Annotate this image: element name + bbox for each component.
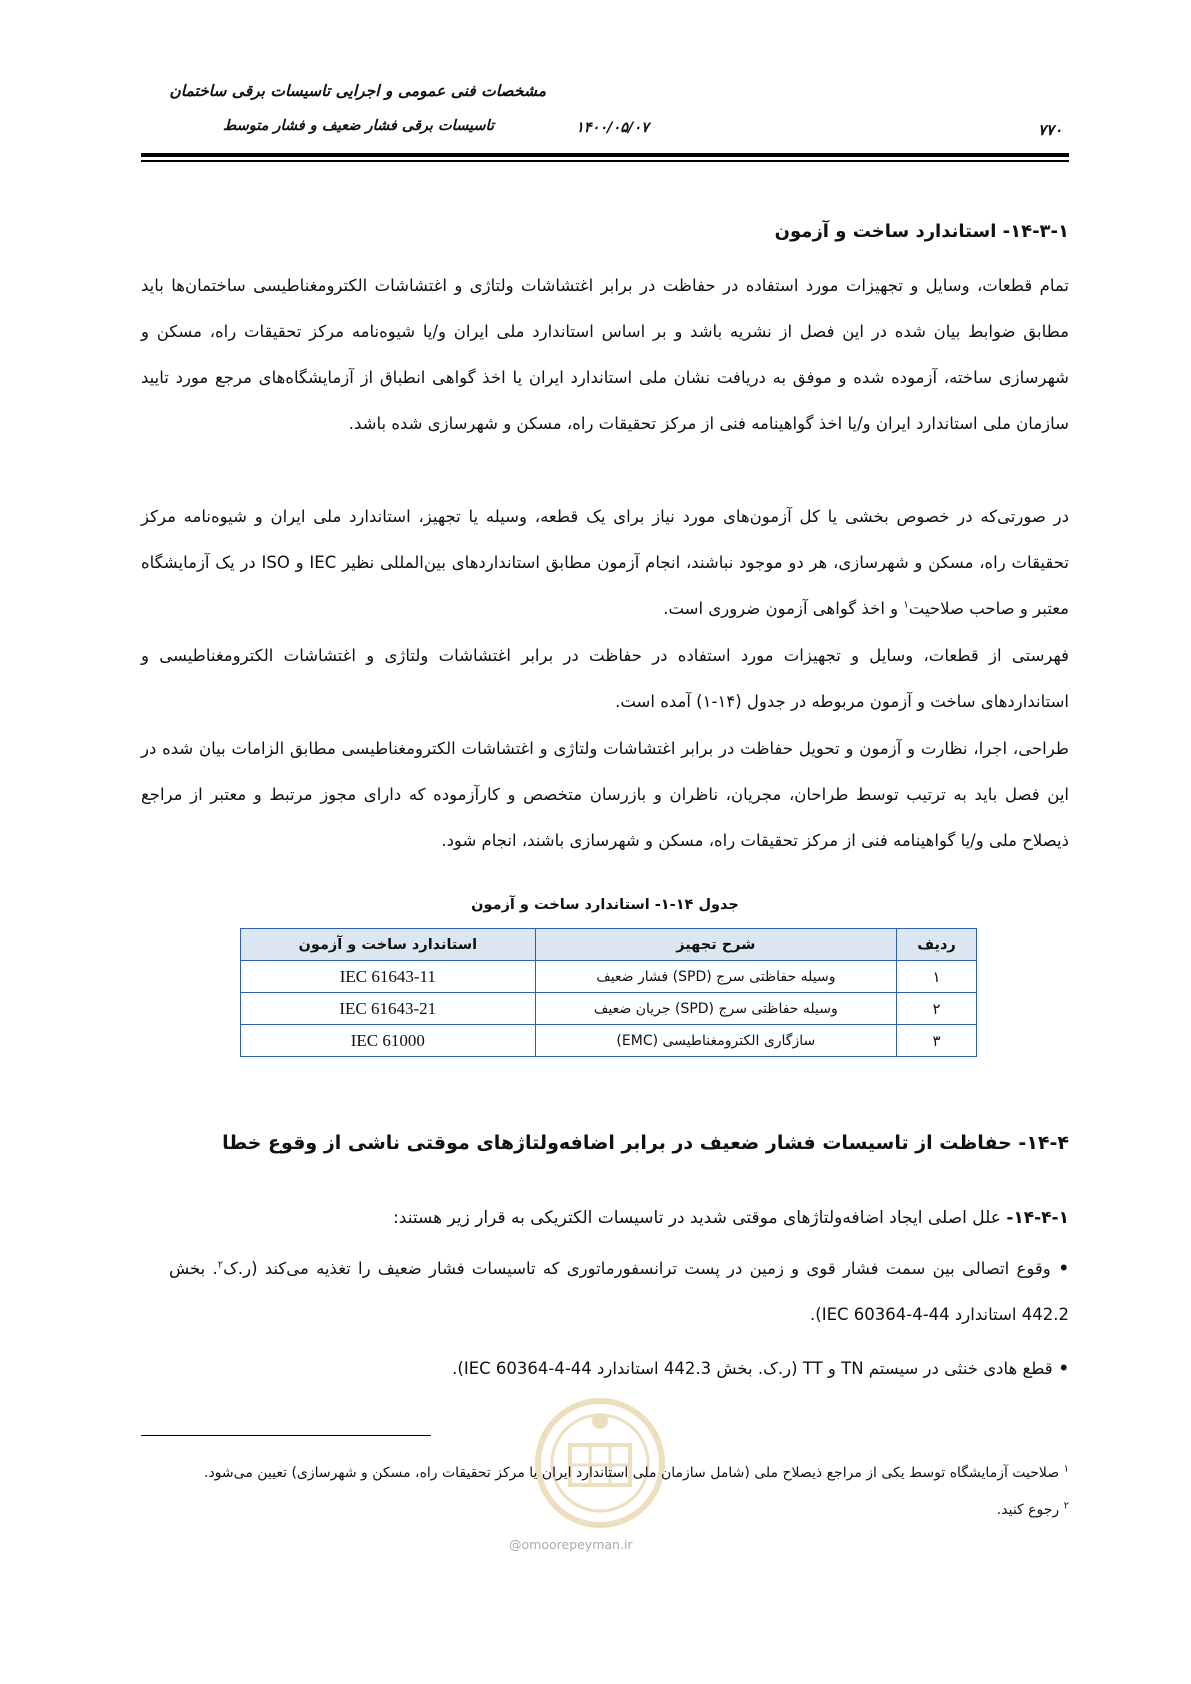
table-caption: جدول ۱۴-۱- استاندارد ساخت و آزمون: [471, 897, 739, 913]
watermark-text: @omoorepeyman.ir: [509, 1537, 633, 1552]
header-chapter-title: تاسیسات برقی فشار ضعیف و فشار متوسط: [222, 118, 494, 134]
bullet-dot-icon: •: [1050, 1259, 1069, 1278]
footnote-mark-1: ۱: [1063, 1463, 1069, 1475]
section-heading-14-4: ۱۴-۴- حفاظت از تاسیسات فشار ضعیف در برابر اضافه‌ولتاژهای موقتی ناشی از وقوع خطا: [222, 1132, 1069, 1154]
paragraph-text: در صورتی‌که در خصوص بخشی یا کل آزمون‌های مورد نیاز برای یک قطعه، وسیله یا تجهیز، استاندارد ملی ایران و شیوه‌نامه مرکز تحقیقات راه، مسکن و شهرسازی، هر دو موجود نباشند، انجام آزمون مطابق استانداردهای بین‌المللی نظیر IEC و ISO در یک آزمایشگاه معتبر و صاحب صلاحیت: [141, 507, 1069, 618]
subsection-number: ۱۴-۴-۱-: [1006, 1208, 1069, 1228]
table-row: [241, 1025, 977, 1057]
cell-equipment: وسیله حفاظتی سرج (SPD) فشار ضعیف: [535, 961, 897, 993]
paragraph-international-standards: [141, 494, 1069, 632]
table-header-row: [241, 929, 977, 961]
section-heading-14-3-1: ۱۴-۳-۱- استاندارد ساخت و آزمون: [774, 221, 1069, 242]
standards-table: [240, 928, 977, 1057]
footnote-ref-1[interactable]: ۱: [903, 599, 909, 611]
paragraph-standards-compliance: تمام قطعات، وسایل و تجهیزات مورد استفاده در حفاظت در برابر اغتشاشات ولتاژی و اغتشاشات الکترومغناطیسی ساختمان‌ها باید مطابق ضوابط بیان شده در این فصل از نشریه باشد و بر اساس استاندارد ملی ایران و/یا شیوه‌نامه مرکز تحقیقات راه، مسکن و شهرسازی ساخته، آزموده شده و موفق به دریافت نشان ملی استاندارد ایران یا اخذ گواهی انطباق از آزمایشگاه‌های مرجع مورد تایید سازمان ملی استاندارد ایران و/یا اخذ گواهینامه فنی از مرکز تحقیقات راه، مسکن و شهرسازی شده باشد.: [141, 276, 1069, 433]
cell-row-number: ۱: [897, 961, 977, 993]
subsection-text: علل اصلی ایجاد اضافه‌ولتاژهای موقتی شدید در تاسیسات الکتریکی به قرار زیر هستند:: [393, 1208, 1007, 1228]
footnote-text-1: صلاحیت آزمایشگاه توسط یکی از مراجع ذیصلاح ملی (شامل سازمان ملی استاندارد ایران یا مرکز تحقیقات راه، مسکن و شهرسازی) تعیین می‌شود.: [204, 1465, 1064, 1481]
header-rule-thick: [141, 153, 1069, 157]
bullet-text: وقوع اتصالی بین سمت فشار قوی و زمین در پست ترانسفورماتوری که تاسیسات فشار ضعیف را تغذیه می‌کند (ر.ک: [223, 1259, 1051, 1278]
bullet-text: قطع هادی خنثی در سیستم TN و TT (ر.ک. بخش 442.3 استاندارد IEC 60364-4-44).: [452, 1359, 1053, 1378]
footnote-text-2: رجوع کنید.: [996, 1502, 1064, 1518]
footnote-mark-2: ۲: [1063, 1500, 1069, 1512]
table-row: [241, 961, 977, 993]
table-row: [241, 993, 977, 1025]
paragraph-design-execution: طراحی، اجرا، نظارت و آزمون و تحویل حفاظت در برابر اغتشاشات ولتاژی و اغتشاشات الکترومغناطیسی مطابق الزامات بیان شده در این فصل باید به ترتیب توسط طراحان، مجریان، ناظران و بازرسان متخصص و کارآزموده که دارای مجوز مرتبط و معتبر از مراجع ذیصلاح ملی و/یا گواهینامه فنی از مرکز تحقیقات راه، مسکن و شهرسازی باشند، انجام شود.: [141, 739, 1069, 850]
page-number: ۷۷۰: [1038, 121, 1063, 139]
bullet-text-tail: . بخش 442.2 استاندارد IEC 60364-4-44).: [169, 1259, 1069, 1324]
column-header-row-number: ردیف: [897, 929, 977, 961]
footnote-separator: [141, 1435, 431, 1436]
column-header-standard: استاندارد ساخت و آزمون: [241, 929, 536, 961]
cell-row-number: ۳: [897, 1025, 977, 1057]
cell-equipment: وسیله حفاظتی سرج (SPD) جریان ضعیف: [535, 993, 897, 1025]
footnote-1: [141, 1455, 1069, 1492]
footnote-ref-2[interactable]: ۲: [217, 1259, 224, 1271]
header-rule-thin: [141, 160, 1069, 162]
cell-standard: IEC 61643-11: [241, 961, 536, 993]
paragraph-text-tail: و اخذ گواهی آزمون ضروری است.: [663, 599, 904, 618]
column-header-equipment: شرح تجهیز: [535, 929, 897, 961]
footnote-2: [141, 1492, 1069, 1529]
bullet-dot-icon: •: [1052, 1359, 1069, 1378]
cell-standard: IEC 61000: [241, 1025, 536, 1057]
cell-standard: IEC 61643-21: [241, 993, 536, 1025]
cell-equipment: سازگاری الکترومغناطیسی (EMC): [535, 1025, 897, 1057]
header-date: ۱۴۰۰/۰۵/۰۷: [576, 120, 649, 136]
subsection-14-4-1: [393, 1208, 1069, 1228]
cell-row-number: ۲: [897, 993, 977, 1025]
footnotes: [141, 1455, 1069, 1529]
bullet-item-hv-fault: [169, 1246, 1069, 1338]
header-book-title: مشخصات فنی عمومی و اجرایی تاسیسات برقی ساختمان: [169, 82, 546, 100]
paragraph-equipment-list: فهرستی از قطعات، وسایل و تجهیزات مورد استفاده در حفاظت در برابر اغتشاشات ولتاژی و اغتشاشات الکترومغناطیسی و استانداردهای ساخت و آزمون مربوطه در جدول (۱۴-۱) آمده است.: [141, 646, 1069, 711]
